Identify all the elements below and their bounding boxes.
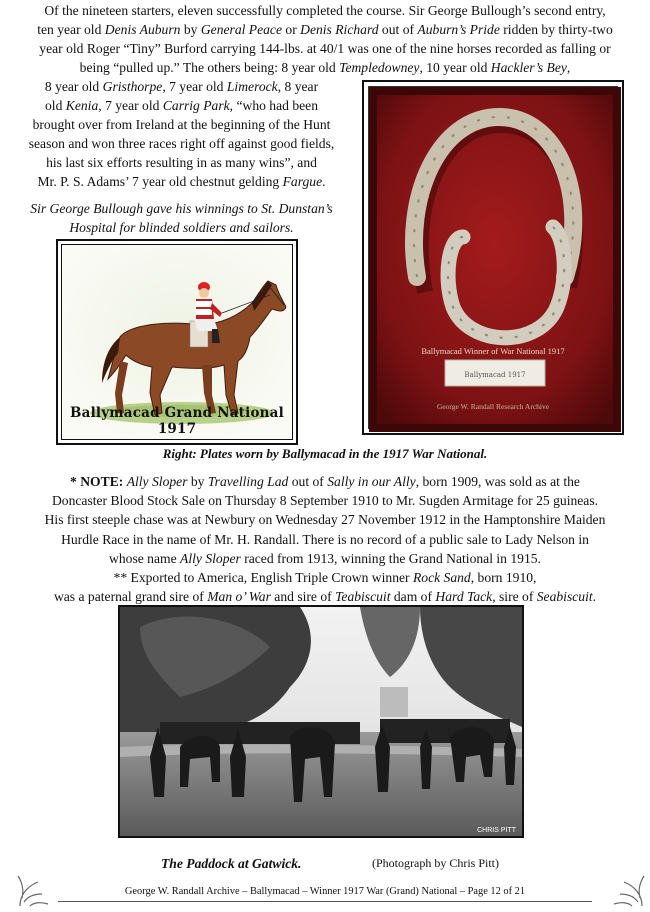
t: , 7 year old bbox=[162, 79, 227, 94]
t: whose name bbox=[109, 550, 181, 566]
horse-card-caption: Ballymacad Grand National 1917 bbox=[70, 405, 284, 437]
t: out of bbox=[288, 474, 328, 489]
t: . bbox=[322, 174, 326, 189]
intro-paragraph bbox=[0, 1, 650, 77]
t: Hard Tack bbox=[435, 589, 493, 605]
t: Hospital for blinded soldiers and sailors. bbox=[69, 220, 294, 235]
t: being “pulled up.” The others being: 8 year old bbox=[79, 60, 340, 75]
intro-line-1: Of the nineteen starters, eleven successfully completed the course. Sir George Bullough’s second entry, bbox=[44, 3, 606, 18]
t: . bbox=[592, 589, 597, 605]
plates-photo-inner bbox=[368, 86, 618, 429]
t: Seabiscuit bbox=[536, 589, 593, 605]
left-line-5: his last six efforts resulting in as many wins”, and bbox=[46, 155, 317, 170]
t: , sire of bbox=[492, 589, 537, 605]
left-line-4: season and won three races right off against good fields, bbox=[28, 136, 335, 151]
plates-photo-frame bbox=[362, 80, 624, 435]
note-line-6 bbox=[0, 568, 650, 587]
t: was a paternal grand sire of bbox=[53, 589, 208, 605]
t: Denis Richard bbox=[300, 22, 379, 37]
footer-divider bbox=[58, 901, 592, 902]
note-line-4: Hurdle Race in the name of Mr. H. Randall. There is no record of a public sale to Lady Nelson in bbox=[61, 531, 589, 547]
t: ridden by thirty-two bbox=[499, 22, 613, 37]
horse-card-frame bbox=[56, 239, 298, 445]
t: raced from 1913, winning the Grand National in 1915. bbox=[240, 550, 541, 566]
note-line-7 bbox=[0, 587, 650, 606]
left-line-6 bbox=[4, 172, 359, 191]
italic-line-2 bbox=[4, 218, 359, 237]
horseshoes-photo bbox=[369, 87, 621, 432]
intro-line-3: year old Roger “Tiny” Burford carrying 144-lbs. at 40/1 was one of the nine horses recorded as falling or bbox=[39, 41, 611, 56]
t: Templedowney bbox=[339, 60, 420, 75]
t: Denis Auburn bbox=[104, 22, 181, 37]
t: , 8 year bbox=[277, 79, 319, 94]
t: Sally in our Ally bbox=[327, 474, 416, 489]
t: General Peace bbox=[200, 22, 282, 37]
intro-line-4 bbox=[0, 58, 650, 77]
left-line-2 bbox=[4, 96, 359, 115]
t: Auburn’s Pride bbox=[417, 22, 500, 37]
t: , 10 year old bbox=[419, 60, 491, 75]
t: Teabiscuit bbox=[335, 589, 391, 605]
photo-credit: (Photograph by Chris Pitt) bbox=[372, 856, 500, 870]
t: Kenia bbox=[65, 98, 99, 113]
t: Fargue bbox=[282, 174, 323, 189]
t: Rock Sand bbox=[412, 570, 471, 586]
left-column-text bbox=[4, 77, 359, 237]
italic-line-1 bbox=[4, 199, 359, 218]
t: , born 1909, was sold as at the bbox=[415, 474, 580, 489]
t: Ally Sloper bbox=[180, 550, 241, 566]
t: old bbox=[45, 98, 66, 113]
paddock-photo-frame bbox=[118, 605, 524, 838]
t: * NOTE: bbox=[70, 474, 127, 489]
left-line-3: brought over from Ireland at the beginning of the Hunt bbox=[32, 117, 331, 132]
t: Travelling Lad bbox=[207, 474, 289, 489]
plates-photo-label: Ballymacad Winner of War National 1917 bbox=[421, 346, 565, 356]
t: , “who had been bbox=[229, 98, 318, 113]
note-line-1 bbox=[0, 472, 650, 491]
t: Mr. P. S. Adams’ 7 year old chestnut gelding bbox=[37, 174, 283, 189]
t: , bbox=[566, 60, 571, 75]
t: , born 1910, bbox=[470, 570, 537, 586]
left-line-1 bbox=[4, 77, 359, 96]
t: Gristhorpe bbox=[102, 79, 163, 94]
t: Man o’ War bbox=[207, 589, 271, 605]
t: ** Exported to America, English Triple Crown winner bbox=[113, 570, 413, 586]
note-paragraph bbox=[0, 472, 650, 606]
t: or bbox=[282, 22, 301, 37]
paddock-watermark: CHRIS PITT bbox=[477, 827, 516, 834]
t: Sir George Bullough gave his winnings to St. Dunstan’s bbox=[30, 201, 333, 216]
t: and sire of bbox=[270, 589, 336, 605]
t: Hackler’s Bey bbox=[490, 60, 567, 75]
t: by bbox=[180, 22, 201, 37]
t: Ally Sloper bbox=[126, 474, 188, 489]
plates-caption: Right: Plates worn by Ballymacad in the 1917 War National. bbox=[162, 446, 488, 461]
t: , 7 year old bbox=[98, 98, 163, 113]
t: 8 year old bbox=[44, 79, 103, 94]
t: out of bbox=[378, 22, 418, 37]
t: dam of bbox=[390, 589, 436, 605]
paddock-caption: The Paddock at Gatwick. bbox=[161, 856, 302, 871]
plates-photo-credit: George W. Randall Research Archive bbox=[436, 402, 550, 411]
plaque-text: Ballymacad 1917 bbox=[464, 371, 526, 379]
note-line-5 bbox=[0, 549, 650, 568]
t: Limerock bbox=[226, 79, 278, 94]
page-footer: George W. Randall Archive – Ballymacad – Winner 1917 War (Grand) National – Page 12 of 21 bbox=[124, 886, 526, 897]
note-line-3: His first steeple chase was at Newbury on Wednesday 27 November 1912 in the Hamptonshire Maiden bbox=[44, 512, 606, 528]
paddock-photo bbox=[120, 607, 522, 836]
intro-line-2 bbox=[0, 20, 650, 39]
horse-card-inner bbox=[61, 244, 293, 440]
t: Carrig Park bbox=[162, 98, 230, 113]
note-line-2: Doncaster Blood Stock Sale on Thursday 8 September 1910 to Mr. Sugden Armitage for 25 guineas. bbox=[51, 493, 599, 509]
t: by bbox=[187, 474, 208, 489]
t: ten year old bbox=[37, 22, 105, 37]
